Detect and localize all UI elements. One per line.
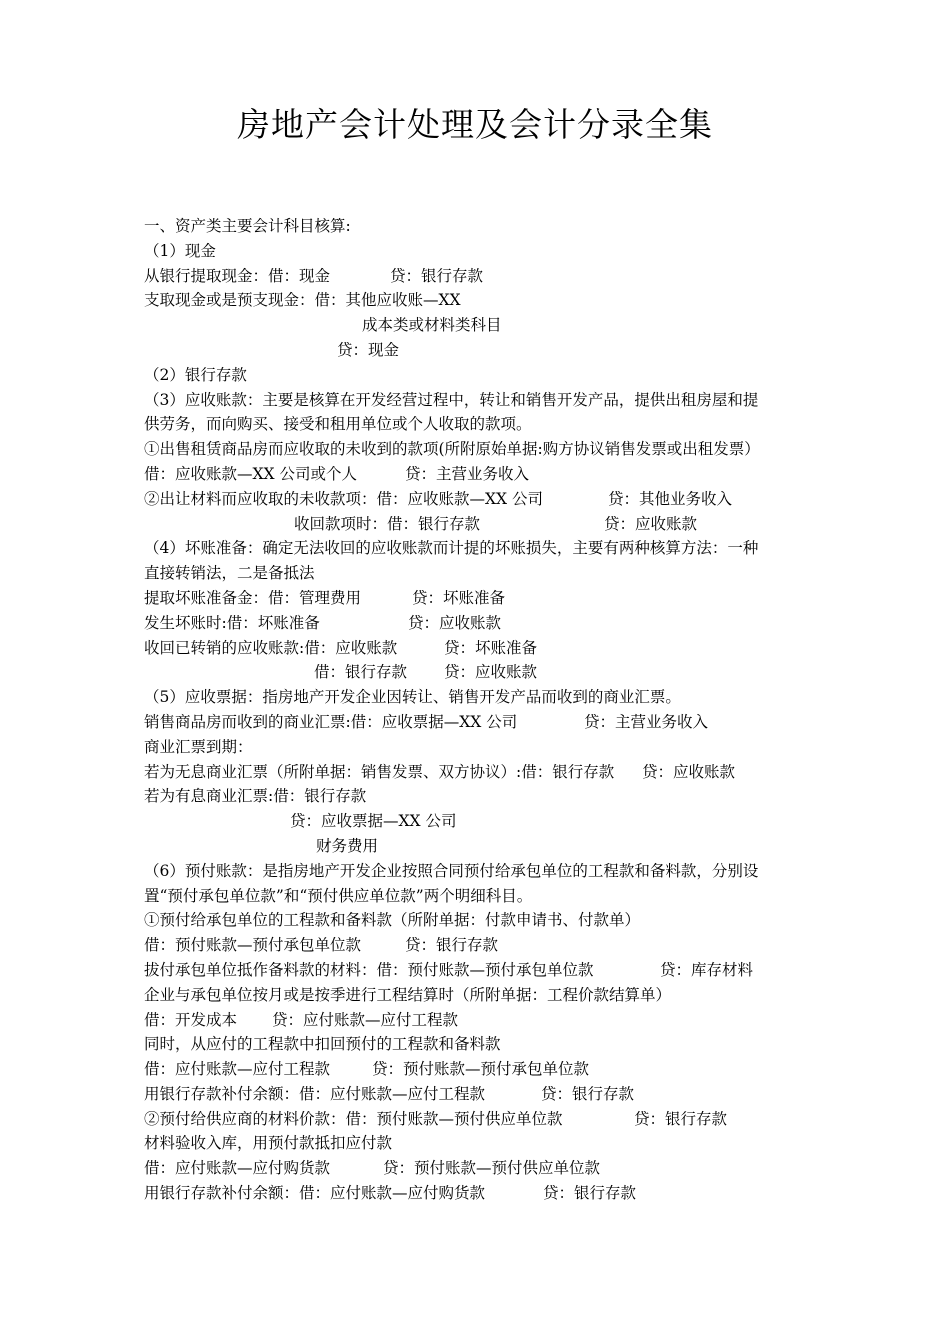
line-credit-text: 贷：预付账款—预付承包单位款 bbox=[372, 1060, 590, 1079]
line-text: （1）现金 bbox=[144, 241, 216, 260]
line-text: （3）应收账款：主要是核算在开发经营过程中，转让和销售开发产品，提供出租房屋和提 bbox=[144, 390, 759, 409]
text-line bbox=[144, 1082, 814, 1107]
text-line bbox=[144, 884, 814, 909]
line-credit-text: 贷：坏账准备 bbox=[444, 638, 538, 657]
line-text: （2）银行存款 bbox=[144, 365, 247, 384]
line-text: 企业与承包单位按月或是按季进行工程结算时（所附单据：工程价款结算单） bbox=[144, 985, 672, 1004]
line-credit-text: 贷：应收账款 bbox=[642, 762, 736, 781]
text-line bbox=[144, 437, 814, 462]
text-line bbox=[144, 487, 814, 512]
text-line bbox=[144, 1057, 814, 1082]
text-line bbox=[144, 760, 814, 785]
line-credit-text: 贷：应付账款—应付工程款 bbox=[272, 1010, 459, 1029]
text-line bbox=[144, 412, 814, 437]
line-text: 贷：应收票据—XX 公司 bbox=[290, 812, 457, 831]
text-line bbox=[144, 586, 814, 611]
line-text: （4）坏账准备：确定无法收回的应收账款而计提的坏账损失，主要有两种核算方法：一种 bbox=[144, 539, 759, 558]
text-line bbox=[144, 1032, 814, 1057]
line-text: 借：预付账款—预付承包单位款 bbox=[144, 936, 362, 955]
text-line bbox=[144, 264, 814, 289]
text-line bbox=[144, 239, 814, 264]
line-text: 销售商品房而收到的商业汇票:借：应收票据—XX 公司 bbox=[144, 712, 518, 731]
text-line bbox=[144, 859, 814, 884]
text-line bbox=[144, 388, 814, 413]
line-text: 用银行存款补付余额：借：应付账款—应付工程款 bbox=[144, 1084, 486, 1103]
line-text: 同时，从应付的工程款中扣回预付的工程款和备料款 bbox=[144, 1035, 501, 1054]
text-line bbox=[144, 1181, 814, 1206]
line-credit-text: 贷：预付账款—预付供应单位款 bbox=[383, 1159, 601, 1178]
line-text: 成本类或材料类科目 bbox=[362, 316, 502, 335]
line-text: 借：开发成本 bbox=[144, 1010, 238, 1029]
line-credit-text: 贷：其他业务收入 bbox=[608, 489, 733, 508]
line-text: 借：应付账款—应付购货款 bbox=[144, 1159, 331, 1178]
text-line bbox=[144, 983, 814, 1008]
line-credit-text: 贷：库存材料 bbox=[660, 960, 754, 979]
line-text: ②预付给供应商的材料价款：借：预付账款—预付供应单位款 bbox=[144, 1109, 563, 1128]
text-line bbox=[144, 1156, 814, 1181]
line-text: ②出让材料而应收取的未收款项：借：应收账款—XX 公司 bbox=[144, 489, 543, 508]
document-body bbox=[144, 214, 814, 1206]
line-credit-text: 贷：应收账款 bbox=[444, 663, 538, 682]
text-line bbox=[144, 809, 814, 834]
line-text: 用银行存款补付余额：借：应付账款—应付购货款 bbox=[144, 1184, 486, 1203]
line-text: 供劳务，而向购买、接受和租用单位或个人收取的款项。 bbox=[144, 415, 532, 434]
line-text: 置“预付承包单位款”和“预付供应单位款”两个明细科目。 bbox=[144, 886, 533, 905]
line-text: 借：应付账款—应付工程款 bbox=[144, 1060, 331, 1079]
line-credit-text: 贷：银行存款 bbox=[543, 1184, 637, 1203]
text-line bbox=[144, 636, 814, 661]
line-text: 若为有息商业汇票:借：银行存款 bbox=[144, 787, 367, 806]
text-line bbox=[144, 908, 814, 933]
text-line bbox=[144, 338, 814, 363]
line-credit-text: 贷：银行存款 bbox=[405, 936, 499, 955]
text-line bbox=[144, 363, 814, 388]
line-text: 从银行提取现金：借：现金 bbox=[144, 266, 331, 285]
text-line bbox=[144, 685, 814, 710]
line-text: （5）应收票据：指房地产开发企业因转让、销售开发产品而收到的商业汇票。 bbox=[144, 688, 681, 707]
text-line bbox=[144, 561, 814, 586]
line-text: ①出售租赁商品房而应收取的未收到的款项(所附原始单据:购方协议销售发票或出租发票） bbox=[144, 440, 760, 459]
line-text: 提取坏账准备金：借：管理费用 bbox=[144, 588, 362, 607]
line-text: 若为无息商业汇票（所附单据：销售发票、双方协议）:借：银行存款 bbox=[144, 762, 615, 781]
line-credit-text: 贷：银行存款 bbox=[634, 1109, 728, 1128]
line-credit-text: 贷：银行存款 bbox=[541, 1084, 635, 1103]
text-line bbox=[144, 660, 814, 685]
line-text: 收回已转销的应收账款:借：应收账款 bbox=[144, 638, 398, 657]
line-text: 支取现金或是预支现金：借：其他应收账—XX bbox=[144, 291, 461, 310]
text-line bbox=[144, 462, 814, 487]
line-credit-text: 贷：应收账款 bbox=[604, 514, 698, 533]
text-line bbox=[144, 214, 814, 239]
text-line bbox=[144, 933, 814, 958]
line-text: 直接转销法，二是备抵法 bbox=[144, 564, 315, 583]
text-line bbox=[144, 611, 814, 636]
text-line bbox=[144, 735, 814, 760]
line-text: （6）预付账款：是指房地产开发企业按照合同预付给承包单位的工程款和备料款，分别设 bbox=[144, 861, 759, 880]
text-line bbox=[144, 834, 814, 859]
text-line bbox=[144, 710, 814, 735]
line-credit-text: 贷：银行存款 bbox=[390, 266, 484, 285]
text-line bbox=[144, 1131, 814, 1156]
line-text: 一、资产类主要会计科目核算: bbox=[144, 217, 351, 235]
line-text: ①预付给承包单位的工程款和备料款（所附单据：付款申请书、付款单） bbox=[144, 911, 641, 930]
text-line bbox=[144, 512, 814, 537]
text-line bbox=[144, 784, 814, 809]
line-credit-text: 贷：坏账准备 bbox=[412, 588, 506, 607]
line-credit-text: 贷：应收账款 bbox=[408, 613, 502, 632]
line-credit-text: 贷：主营业务收入 bbox=[405, 464, 530, 483]
line-text: 发生坏账时:借：坏账准备 bbox=[144, 613, 320, 632]
line-text: 拔付承包单位抵作备料款的材料：借：预付账款—预付承包单位款 bbox=[144, 960, 594, 979]
text-line bbox=[144, 313, 814, 338]
line-text: 收回款项时：借：银行存款 bbox=[294, 514, 481, 533]
line-text: 借：银行存款 bbox=[314, 663, 408, 682]
line-text: 财务费用 bbox=[316, 836, 379, 855]
text-line bbox=[144, 958, 814, 983]
line-text: 商业汇票到期： bbox=[144, 737, 253, 756]
text-line bbox=[144, 288, 814, 313]
text-line bbox=[144, 1107, 814, 1132]
line-text: 贷：现金 bbox=[337, 340, 400, 359]
line-text: 材料验收入库，用预付款抵扣应付款 bbox=[144, 1134, 393, 1153]
line-text: 借：应收账款—XX 公司或个人 bbox=[144, 464, 357, 483]
document-title: 房地产会计处理及会计分录全集 bbox=[237, 105, 713, 144]
line-credit-text: 贷：主营业务收入 bbox=[584, 712, 709, 731]
text-line bbox=[144, 1008, 814, 1033]
text-line bbox=[144, 536, 814, 561]
